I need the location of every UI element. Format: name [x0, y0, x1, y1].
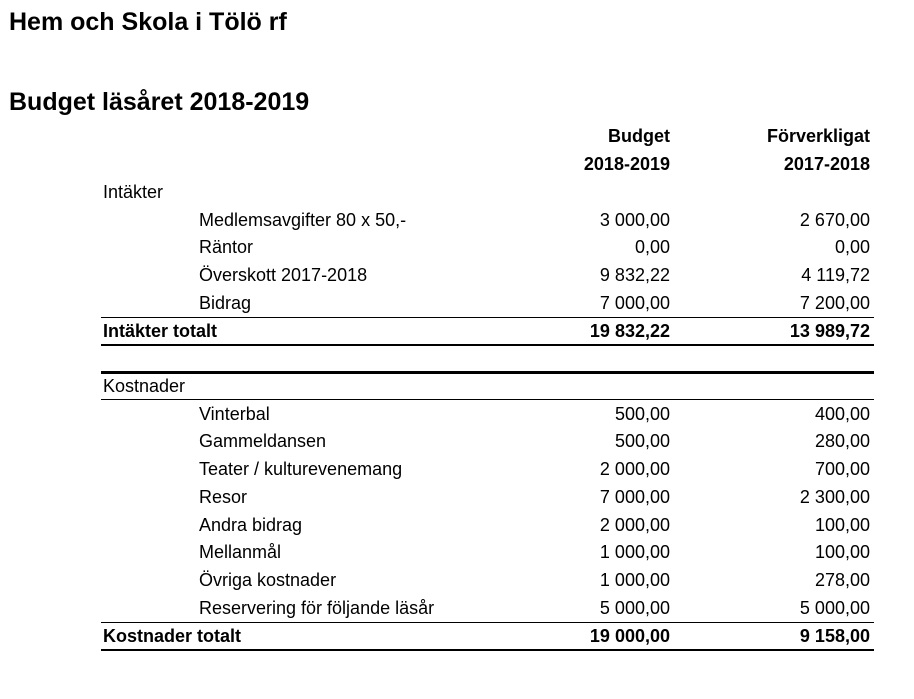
- costs-section-label-row: [103, 373, 874, 400]
- row-budget-value: 7 000,00: [599, 293, 670, 313]
- row-actual-value: 4 119,72: [801, 265, 870, 285]
- column-header-budget-year: 2018-2019: [583, 154, 670, 174]
- row-budget-value: 500,00: [614, 404, 670, 424]
- row-label: Reservering för följande läsår: [199, 598, 435, 618]
- table-row: [103, 539, 874, 566]
- organization-title: Hem och Skola i Tölö rf: [9, 8, 287, 36]
- table-row: [103, 512, 874, 539]
- row-label: Vinterbal: [199, 404, 270, 424]
- row-label: Räntor: [199, 237, 254, 257]
- table-row: [103, 428, 874, 455]
- income-total-budget: 19 832,22: [589, 321, 670, 341]
- row-label: Bidrag: [199, 293, 252, 313]
- costs-total-row: [103, 623, 874, 650]
- row-budget-value: 0,00: [634, 237, 670, 257]
- row-actual-value: 100,00: [814, 515, 870, 535]
- divider: [101, 649, 874, 651]
- table-row: [103, 207, 874, 234]
- row-actual-value: 5 000,00: [799, 598, 870, 618]
- row-label: Andra bidrag: [199, 515, 303, 535]
- column-header-budget: Budget: [608, 126, 670, 146]
- budget-title: Budget läsåret 2018-2019: [9, 88, 310, 116]
- row-budget-value: 1 000,00: [599, 570, 670, 590]
- table-row: [103, 401, 874, 428]
- costs-section-label: Kostnader: [103, 376, 186, 396]
- row-actual-value: 280,00: [814, 431, 870, 451]
- divider: [101, 399, 874, 400]
- row-budget-value: 5 000,00: [599, 598, 670, 618]
- row-actual-value: 0,00: [834, 237, 870, 257]
- row-label: Övriga kostnader: [199, 570, 337, 590]
- table-row: [103, 567, 874, 594]
- table-row: [103, 456, 874, 483]
- row-actual-value: 2 670,00: [799, 210, 870, 230]
- column-header-actual: Förverkligat: [766, 126, 870, 146]
- divider: [101, 344, 874, 346]
- costs-total-actual: 9 158,00: [799, 626, 870, 646]
- table-row: [103, 262, 874, 289]
- row-budget-value: 7 000,00: [599, 487, 670, 507]
- income-total-row: [103, 318, 874, 345]
- income-total-label: Intäkter totalt: [103, 321, 218, 341]
- row-actual-value: 7 200,00: [799, 293, 870, 313]
- table-row: [103, 484, 874, 511]
- income-total-actual: 13 989,72: [789, 321, 870, 341]
- table-row: [103, 290, 874, 317]
- row-budget-value: 2 000,00: [599, 515, 670, 535]
- row-actual-value: 278,00: [814, 570, 870, 590]
- row-label: Teater / kulturevenemang: [199, 459, 403, 479]
- row-budget-value: 1 000,00: [599, 542, 670, 562]
- income-section-label: Intäkter: [103, 182, 164, 202]
- row-label: Gammeldansen: [199, 431, 327, 451]
- row-actual-value: 400,00: [814, 404, 870, 424]
- table-row: [103, 234, 874, 261]
- row-label: Resor: [199, 487, 248, 507]
- row-budget-value: 500,00: [614, 431, 670, 451]
- row-budget-value: 2 000,00: [599, 459, 670, 479]
- row-label: Mellanmål: [199, 542, 282, 562]
- row-actual-value: 700,00: [814, 459, 870, 479]
- row-actual-value: 2 300,00: [799, 487, 870, 507]
- costs-total-budget: 19 000,00: [589, 626, 670, 646]
- row-budget-value: 9 832,22: [599, 265, 670, 285]
- income-section-label-row: [103, 179, 874, 206]
- table-row: [103, 595, 874, 622]
- column-header-actual-year: 2017-2018: [783, 154, 870, 174]
- row-budget-value: 3 000,00: [599, 210, 670, 230]
- row-label: Överskott 2017-2018: [199, 265, 368, 285]
- row-label: Medlemsavgifter 80 x 50,-: [199, 210, 407, 230]
- row-actual-value: 100,00: [814, 542, 870, 562]
- costs-total-label: Kostnader totalt: [103, 626, 242, 646]
